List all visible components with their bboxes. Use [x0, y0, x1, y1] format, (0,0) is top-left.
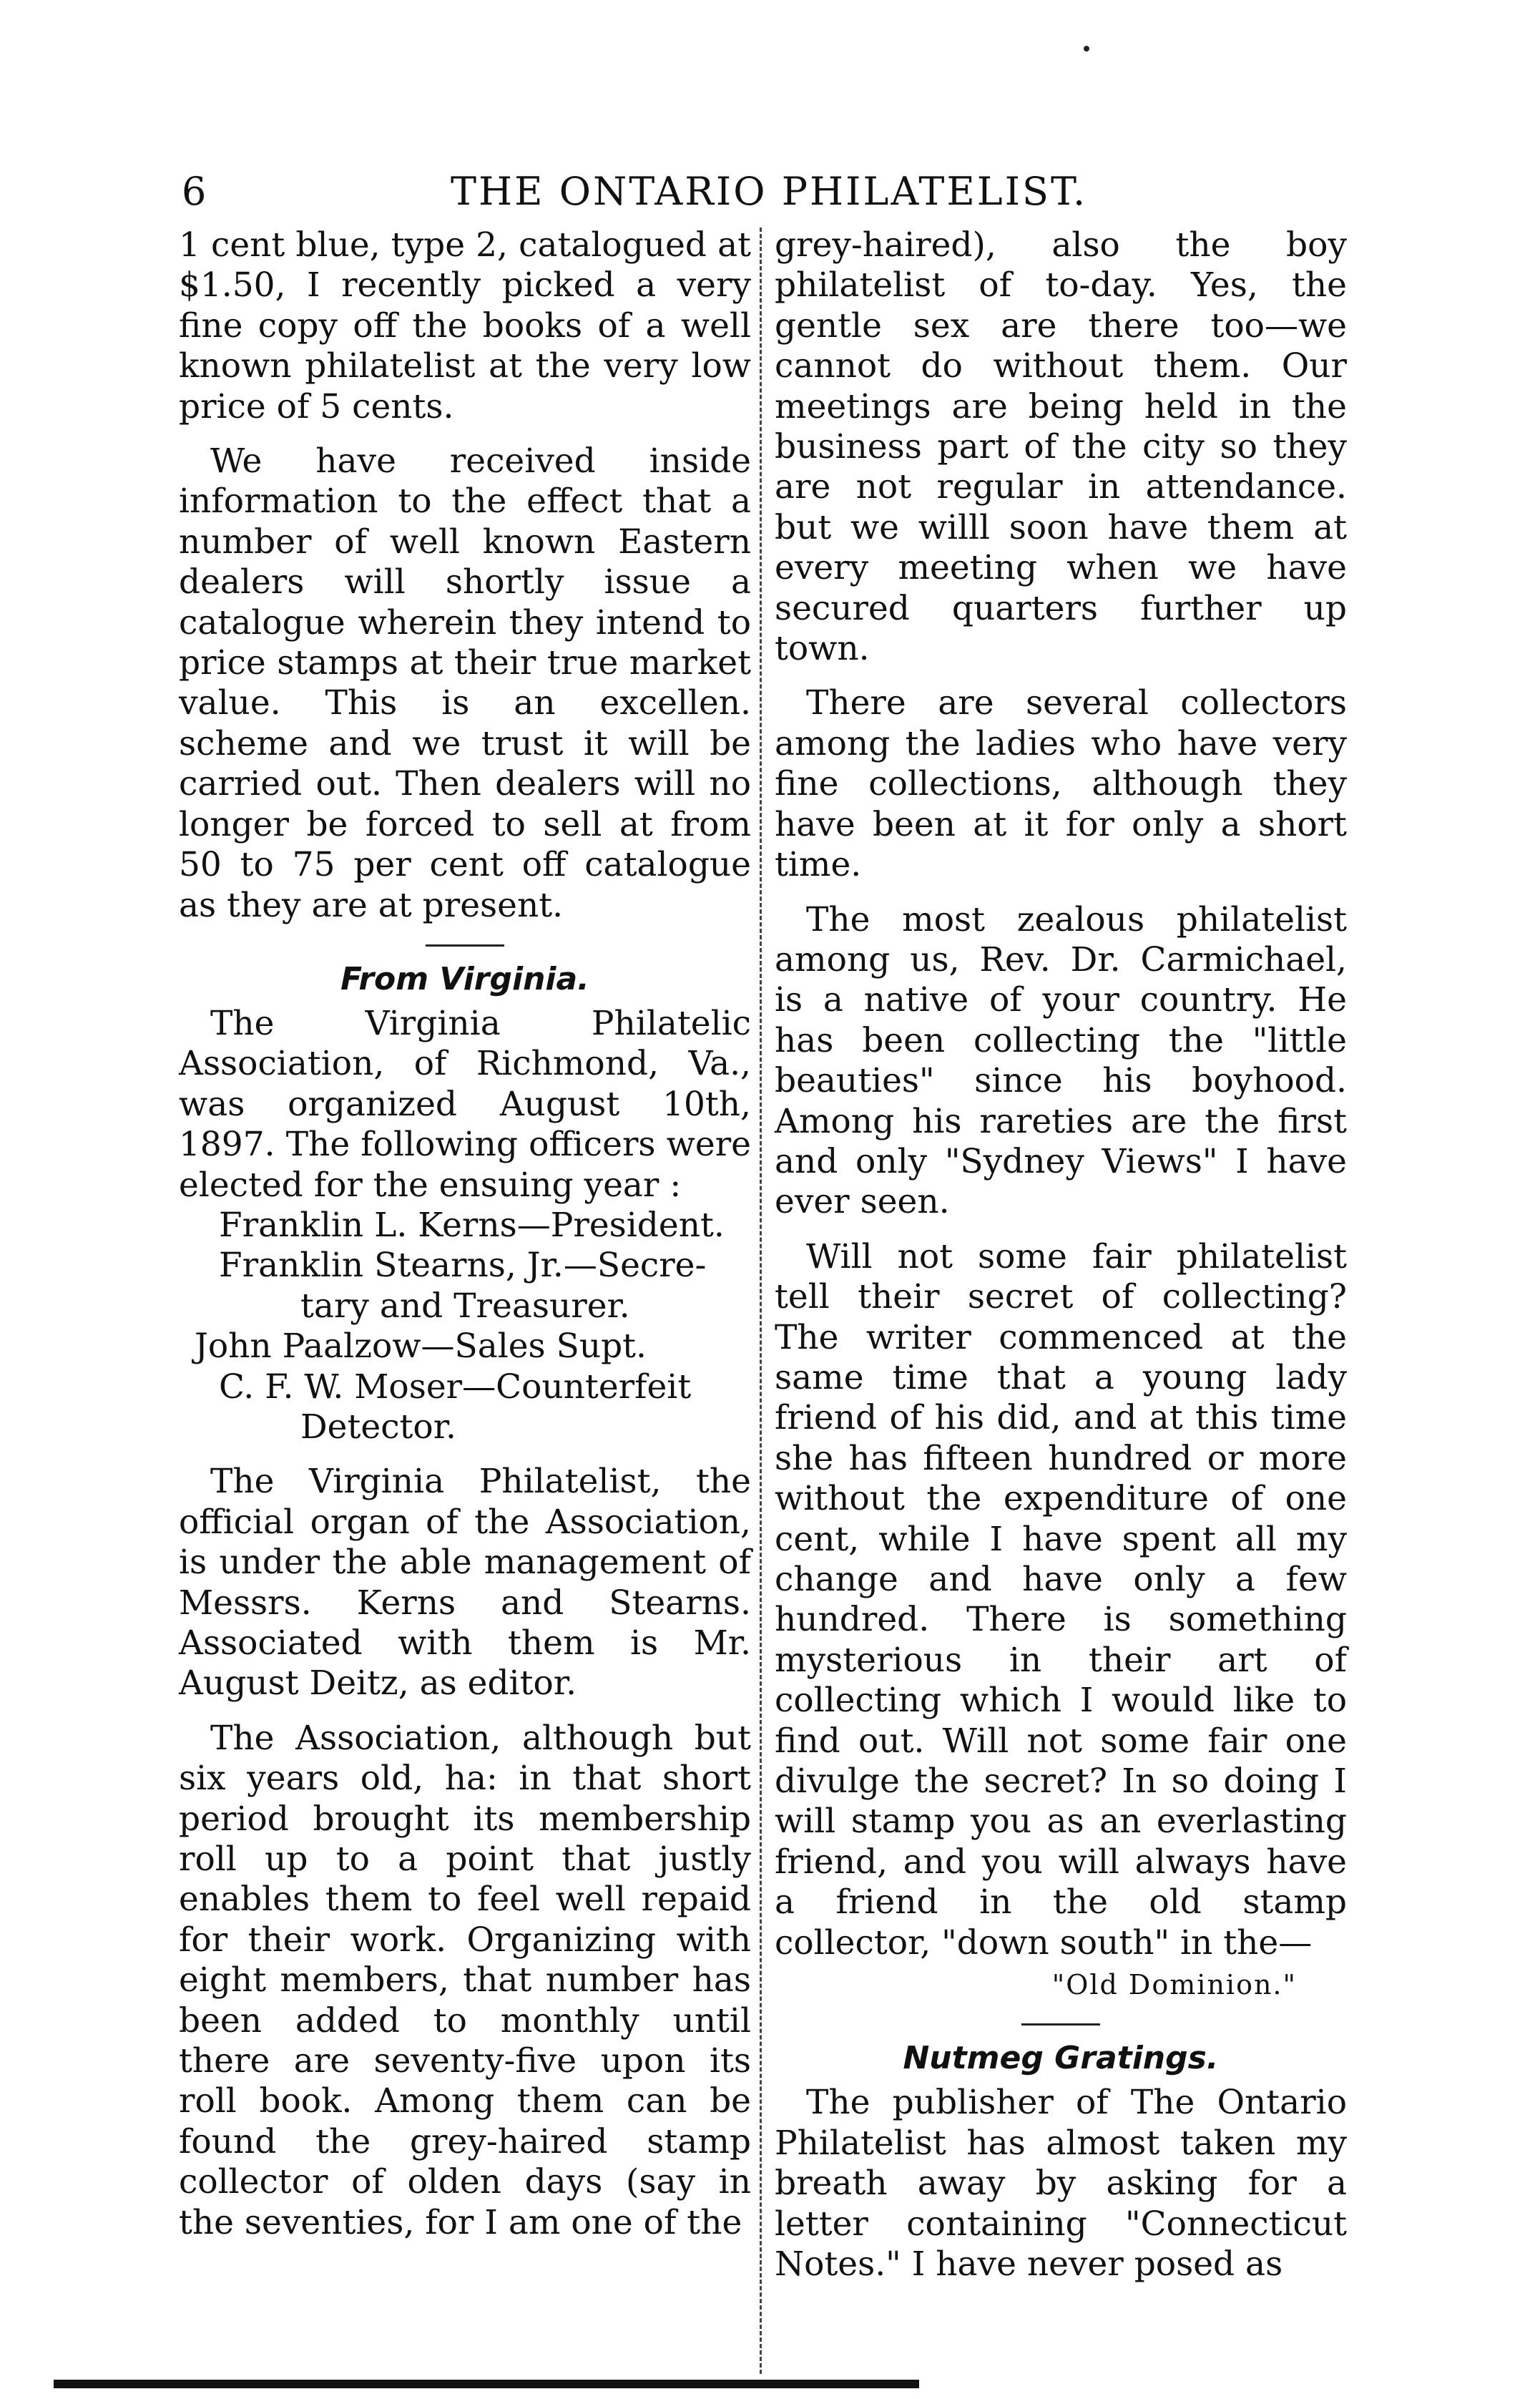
- column-divider: [760, 228, 762, 2374]
- paragraph-publisher: The publisher of The Ontario Philatelist has almost taken my breath away by asking for a letter containing "Connecticut Notes." I have never posed as: [775, 2083, 1347, 2285]
- bottom-rule: [54, 2380, 919, 2388]
- page-number: 6: [182, 169, 208, 214]
- paragraph-continued: grey-haired), also the boy philatelist of to-day. Yes, the gentle sex are there too—we cannot do without them. Our meetings are being held in the business part of the city so they are not regular in attendance. but we willl soon have them at every meeting when we have secured quarters further up town.: [775, 225, 1347, 669]
- paragraph-secret-of-collecting: Will not some fair philatelist tell their secret of collecting? The writer commenced at the same time that a young lady friend of his did, and at this time she has fifteen hundred or more without the expenditure of one cent, while I have spent all my change and have only a few hundred. There is something mysterious in their art of collecting which I would like to find out. Will not some fair one divulge the secret? In so doing I will stamp you as an everlasting friend, and you will always have a friend in the old stamp collector, "down south" in the—: [775, 1236, 1347, 1963]
- paragraph-ladies-collectors: There are several collectors among the ladies who have very fine collections, although they have been at it for only a short time.: [775, 683, 1347, 885]
- publication-title: THE ONTARIO PHILATELIST.: [451, 169, 1088, 214]
- officer-entry: [179, 1246, 751, 1326]
- paragraph-zealous-philatelist: The most zealous philatelist among us, Rev. Dr. Carmichael, is a native of your country. He has been collecting the "little beauties" since his boyhood. Among his rareties are the first and only "Sydney Views" I have ever seen.: [775, 899, 1347, 1222]
- section-divider: [1021, 2023, 1100, 2026]
- officer-line: Franklin L. Kerns—President.: [219, 1205, 725, 1245]
- officer-line: John Paalzow—Sales Supt.: [195, 1326, 647, 1367]
- officer-line: Franklin Stearns, Jr.—Secre-: [219, 1246, 707, 1286]
- officer-line-continued: tary and Treasurer.: [300, 1286, 630, 1326]
- paragraph-catalogued: 1 cent blue, type 2, catalogued at $1.50, I recently picked a very fine copy off the books of a well known philatelist at the very low price of 5 cents.: [179, 225, 751, 426]
- left-column: [179, 225, 751, 2243]
- right-column: [775, 225, 1347, 2285]
- paragraph-membership: The Association, although but six years old, ha: in that short period brought its membership roll up to a point that justly enables them to feel well repaid for their work. Organizing with eight members, that number has been added to monthly until there are seventy-five upon its roll book. Among them can be found the grey-haired stamp collector of olden days (say in the seventies, for I am one of the: [179, 1718, 751, 2242]
- officer-line: C. F. W. Moser—Counterfeit: [219, 1367, 692, 1407]
- officer-line-continued: Detector.: [300, 1407, 456, 1447]
- officer-entry: [179, 1326, 751, 1367]
- paragraph-association: The Virginia Philatelic Association, of Richmond, Va., was organized August 10th, 1897. The following officers were elected for the ensuing year :: [179, 1003, 751, 1205]
- ink-speck: [1084, 46, 1089, 52]
- signature-text: "Old Dominion.": [1051, 1969, 1297, 2001]
- officer-entry: [179, 1206, 751, 1246]
- section-divider: [426, 944, 504, 947]
- section-heading-nutmeg: Nutmeg Gratings.: [903, 2040, 1219, 2077]
- paragraph-official-organ: The Virginia Philatelist, the official organ of the Association, is under the able management of Messrs. Kerns and Stearns. Associated with them is Mr. August Deitz, as editor.: [179, 1462, 751, 1704]
- paragraph-inside-information: We have received inside information to the effect that a number of well known Eastern dealers will shortly issue a catalogue wherein they intend to price stamps at their true market value. This is an excellen. scheme and we trust it will be carried out. Then dealers will no longer be forced to sell at from 50 to 75 per cent off catalogue as they are at present.: [179, 441, 751, 925]
- section-heading-virginia: From Virginia.: [340, 960, 589, 997]
- page-header: [179, 163, 1352, 220]
- signature: [775, 1963, 1347, 2005]
- officer-entry: [179, 1367, 751, 1448]
